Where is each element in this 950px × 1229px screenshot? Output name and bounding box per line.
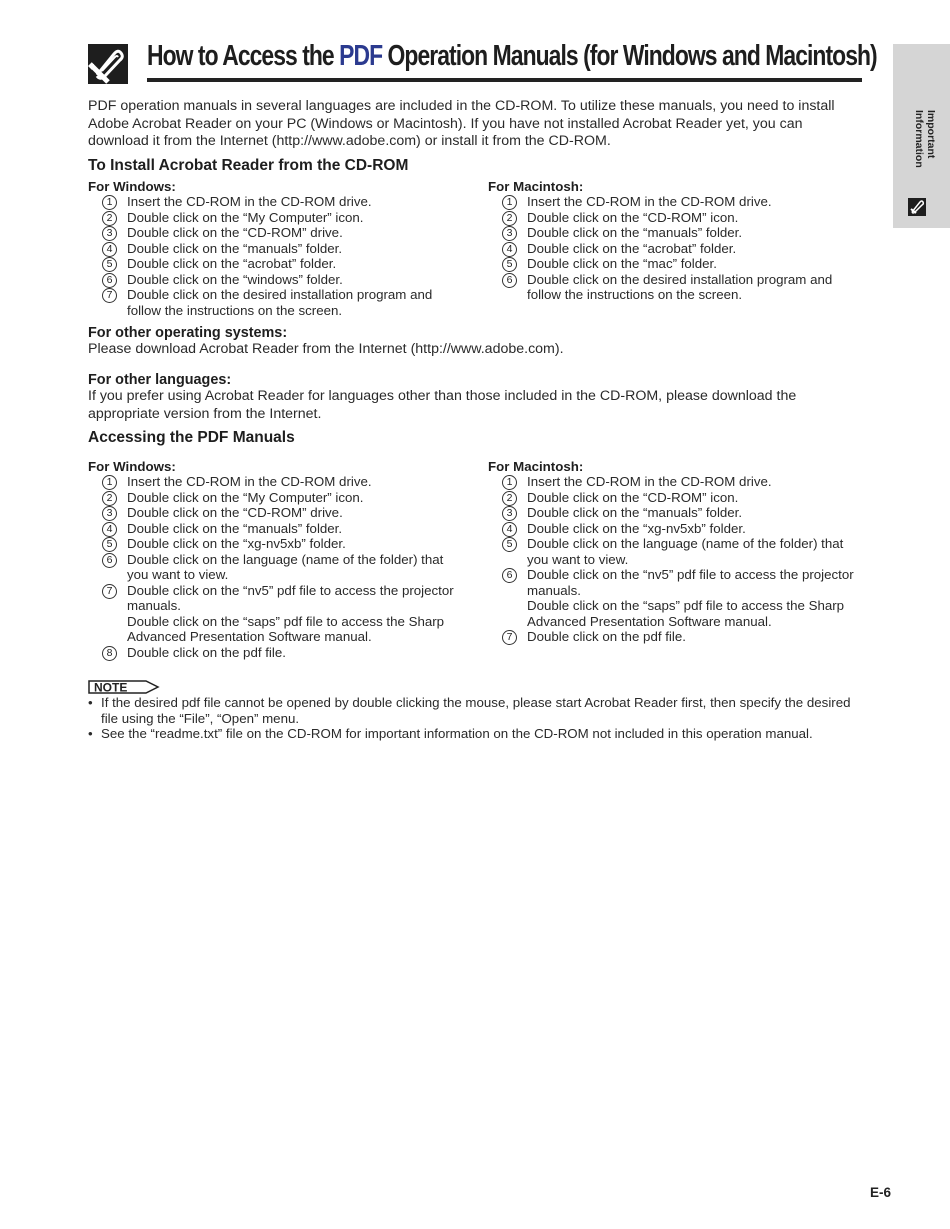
step-text: Insert the CD-ROM in the CD-ROM drive. bbox=[127, 474, 372, 489]
step-item bbox=[88, 552, 462, 583]
title-part1: How to Access the bbox=[147, 40, 340, 72]
step-item bbox=[488, 629, 862, 645]
step-text: Double click on the language (name of the folder) that you want to view. bbox=[527, 536, 844, 567]
other-lang-text: If you prefer using Acrobat Reader for languages other than those included in the CD-ROM, please download the appropriate version from the Internet. bbox=[88, 388, 797, 422]
step-number-badge: 5 bbox=[102, 257, 117, 272]
step-text: Double click on the “CD-ROM” icon. bbox=[527, 489, 739, 505]
step-item bbox=[88, 536, 462, 552]
step-number-badge: 6 bbox=[102, 553, 117, 568]
install-heading: To Install Acrobat Reader from the CD-ROM bbox=[88, 157, 409, 174]
step-item bbox=[488, 490, 862, 506]
other-lang-heading: For other languages: bbox=[88, 372, 232, 388]
step-number-badge: 5 bbox=[102, 537, 117, 552]
step-text: Double click on the pdf file. bbox=[127, 644, 286, 660]
step-number-badge: 2 bbox=[502, 491, 517, 506]
step-text: Double click on the “CD-ROM” drive. bbox=[127, 225, 343, 240]
access-mac-steps bbox=[488, 474, 862, 645]
step-item bbox=[88, 241, 462, 257]
step-number-badge: 4 bbox=[502, 522, 517, 537]
step-number-badge: 3 bbox=[102, 226, 117, 241]
access-windows-label: For Windows: bbox=[88, 459, 176, 474]
step-item bbox=[88, 225, 462, 241]
step-number-badge: 7 bbox=[102, 584, 117, 599]
step-text: Double click on the desired installation program and follow the instructions on the screen. bbox=[127, 287, 433, 318]
step-item bbox=[488, 241, 862, 257]
step-item bbox=[88, 645, 462, 661]
step-number-badge: 1 bbox=[102, 195, 117, 210]
step-text: Double click on the “acrobat” folder. bbox=[527, 240, 737, 256]
step-item bbox=[88, 583, 462, 645]
step-item bbox=[88, 474, 462, 490]
step-text: Double click on the “windows” folder. bbox=[127, 271, 343, 287]
note-item: • If the desired pdf file cannot be opened by double clicking the mouse, please start Acrobat Reader first, then specify the desired file using the “File”, “Open” menu. bbox=[88, 695, 862, 726]
step-item bbox=[88, 521, 462, 537]
step-number-badge: 1 bbox=[502, 195, 517, 210]
step-number-badge: 4 bbox=[102, 242, 117, 257]
step-text: Insert the CD-ROM in the CD-ROM drive. bbox=[527, 194, 772, 209]
step-text: Insert the CD-ROM in the CD-ROM drive. bbox=[127, 194, 372, 209]
note-item: • See the “readme.txt” file on the CD-ROM for important information on the CD-ROM not included in this operation manual. bbox=[88, 726, 862, 742]
step-text: Double click on the “acrobat” folder. bbox=[127, 256, 337, 271]
other-os-text: Please download Acrobat Reader from the Internet (http://www.adobe.com). bbox=[88, 341, 564, 357]
note-badge bbox=[88, 679, 160, 695]
step-text: Double click on the pdf file. bbox=[527, 629, 686, 644]
side-tab-line1: Important bbox=[925, 110, 937, 159]
access-mac-label: For Macintosh: bbox=[488, 459, 584, 474]
step-number-badge: 7 bbox=[102, 288, 117, 303]
step-item bbox=[488, 225, 862, 241]
access-heading: Accessing the PDF Manuals bbox=[88, 429, 295, 446]
step-text: Double click on the “xg-nv5xb” folder. bbox=[527, 520, 746, 536]
step-item bbox=[488, 194, 862, 210]
step-item bbox=[88, 256, 462, 272]
step-number-badge: 5 bbox=[502, 537, 517, 552]
step-extra-text: Double click on the “saps” pdf file to access the Sharp Advanced Presentation Software manual. bbox=[527, 598, 845, 629]
step-text: Double click on the “xg-nv5xb” folder. bbox=[127, 536, 346, 551]
step-text: Double click on the “mac” folder. bbox=[527, 256, 717, 271]
page-number: E-6 bbox=[870, 1185, 892, 1200]
step-text: Double click on the language (name of the folder) that you want to view. bbox=[127, 551, 444, 582]
step-item bbox=[488, 474, 862, 490]
step-number-badge: 8 bbox=[102, 646, 117, 661]
step-text: Double click on the desired installation program and follow the instructions on the screen. bbox=[527, 271, 833, 302]
page-title bbox=[147, 36, 877, 76]
step-item bbox=[88, 272, 462, 288]
step-number-badge: 2 bbox=[502, 211, 517, 226]
step-item bbox=[88, 490, 462, 506]
step-text: Double click on the “manuals” folder. bbox=[527, 505, 743, 520]
install-mac-label: For Macintosh: bbox=[488, 179, 584, 194]
step-text: Insert the CD-ROM in the CD-ROM drive. bbox=[527, 474, 772, 489]
step-number-badge: 7 bbox=[502, 630, 517, 645]
step-text: Double click on the “nv5” pdf file to access the projector manuals. bbox=[527, 567, 854, 598]
step-item bbox=[488, 210, 862, 226]
side-tab bbox=[893, 44, 950, 228]
step-number-badge: 2 bbox=[102, 211, 117, 226]
title-part2: Operation Manuals (for Windows and Macintosh) bbox=[382, 40, 877, 72]
step-item bbox=[488, 567, 862, 629]
side-tab-line2: Information bbox=[913, 110, 925, 168]
paperclip-pen-icon bbox=[907, 197, 927, 217]
note-list bbox=[88, 695, 862, 742]
step-item bbox=[488, 272, 862, 303]
step-text: Double click on the “manuals” folder. bbox=[127, 240, 343, 256]
step-number-badge: 6 bbox=[102, 273, 117, 288]
install-windows-steps bbox=[88, 194, 462, 318]
side-tab-label bbox=[913, 110, 937, 260]
install-mac-steps bbox=[488, 194, 862, 303]
note-label: NOTE bbox=[94, 680, 128, 695]
step-item bbox=[88, 505, 462, 521]
step-number-badge: 1 bbox=[102, 475, 117, 490]
step-text: Double click on the “CD-ROM” icon. bbox=[527, 209, 739, 225]
step-text: Double click on the “nv5” pdf file to access the projector manuals. bbox=[127, 582, 454, 613]
paperclip-pen-icon bbox=[88, 44, 128, 84]
step-text: Double click on the “manuals” folder. bbox=[127, 520, 343, 536]
step-extra-text: Double click on the “saps” pdf file to access the Sharp Advanced Presentation Software manual. bbox=[127, 613, 445, 644]
step-item bbox=[88, 210, 462, 226]
step-number-badge: 4 bbox=[102, 522, 117, 537]
step-number-badge: 3 bbox=[502, 226, 517, 241]
step-number-badge: 6 bbox=[502, 568, 517, 583]
step-text: Double click on the “My Computer” icon. bbox=[127, 209, 364, 225]
step-number-badge: 3 bbox=[502, 506, 517, 521]
step-item bbox=[488, 505, 862, 521]
step-item bbox=[488, 521, 862, 537]
step-text: Double click on the “CD-ROM” drive. bbox=[127, 505, 343, 520]
other-os-heading: For other operating systems: bbox=[88, 325, 288, 341]
title-highlight: PDF bbox=[339, 40, 383, 72]
intro-paragraph: PDF operation manuals in several languages are included in the CD-ROM. To utilize these manuals, you need to install Adobe Acrobat Reader on your PC (Windows or Macintosh). If you have not installed Acrobat Reader yet, you can download it from the Internet (http://www.adobe.com) or install it from the CD-ROM. bbox=[88, 98, 835, 150]
step-item bbox=[488, 536, 862, 567]
step-item bbox=[88, 194, 462, 210]
step-text: Double click on the “manuals” folder. bbox=[527, 225, 743, 240]
step-number-badge: 3 bbox=[102, 506, 117, 521]
step-number-badge: 2 bbox=[102, 491, 117, 506]
step-text: Double click on the “My Computer” icon. bbox=[127, 489, 364, 505]
step-number-badge: 4 bbox=[502, 242, 517, 257]
step-item bbox=[488, 256, 862, 272]
install-windows-label: For Windows: bbox=[88, 179, 176, 194]
step-number-badge: 5 bbox=[502, 257, 517, 272]
step-number-badge: 1 bbox=[502, 475, 517, 490]
access-windows-steps bbox=[88, 474, 462, 660]
title-underline bbox=[147, 78, 862, 82]
step-number-badge: 6 bbox=[502, 273, 517, 288]
step-item bbox=[88, 287, 462, 318]
